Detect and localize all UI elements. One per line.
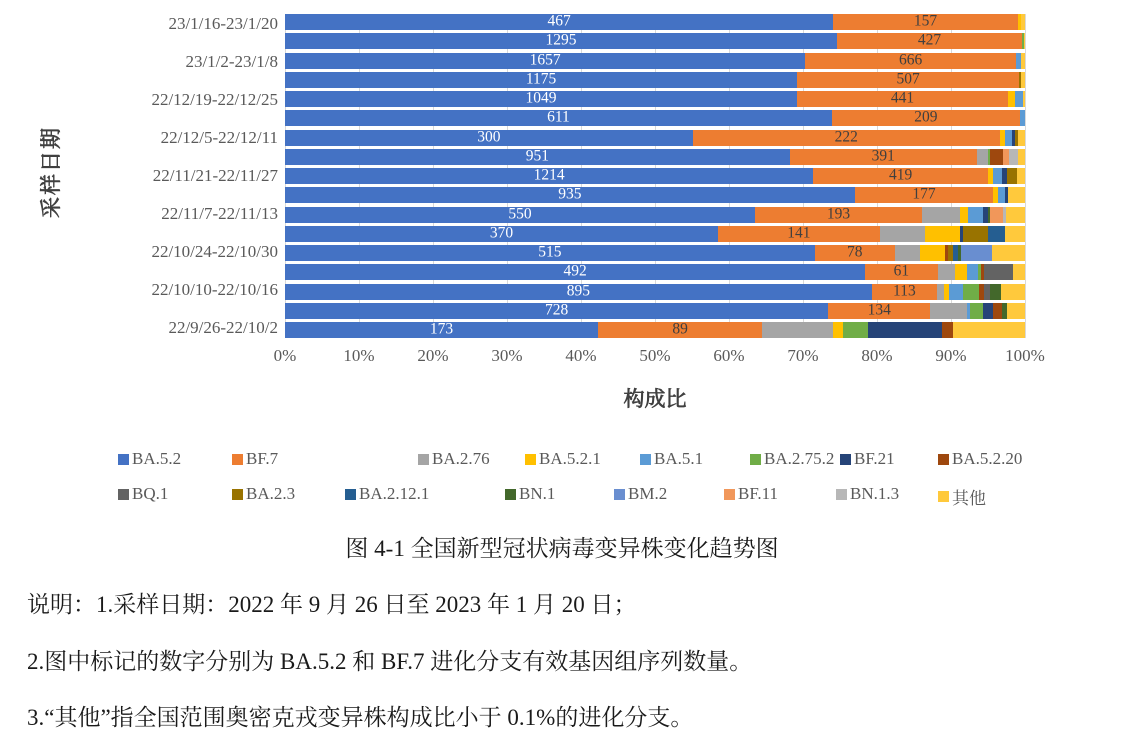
legend-label: BA.2.75.2 bbox=[764, 449, 835, 468]
y-axis-label: 22/10/10-22/10/16 bbox=[151, 280, 278, 300]
bar-segment-BA.5.2 bbox=[285, 226, 718, 242]
bar-segment-其他 bbox=[1007, 303, 1025, 319]
legend-swatch bbox=[118, 454, 129, 465]
figure-caption: 图 4-1 全国新型冠状病毒变异株变化趋势图 bbox=[345, 536, 779, 561]
y-axis-label: 22/11/7-22/11/13 bbox=[161, 204, 278, 224]
bar-segment-其他 bbox=[1021, 72, 1025, 88]
bar-segment-BF.7 bbox=[797, 91, 1008, 107]
bar-row bbox=[285, 127, 1025, 146]
bar-row bbox=[285, 14, 1025, 30]
x-axis-tick: 40% bbox=[565, 346, 597, 365]
bar-segment-BA.2.76 bbox=[977, 149, 988, 165]
bar-segment-BF.21 bbox=[983, 303, 993, 319]
x-axis-tick: 30% bbox=[491, 346, 523, 365]
y-axis-label: 22/12/19-22/12/25 bbox=[151, 89, 278, 109]
y-axis-label: 23/1/2-23/1/8 bbox=[185, 51, 278, 71]
x-axis-tick: 70% bbox=[787, 346, 819, 365]
bar-segment-其他 bbox=[953, 322, 1025, 338]
bar-segment-BA.2.75.2 bbox=[963, 284, 979, 300]
bar-value-label: 61 bbox=[893, 262, 910, 280]
legend-item-BA.2.75.2 bbox=[750, 449, 834, 469]
x-axis-tick: 60% bbox=[713, 346, 745, 365]
legend-item-BA.5.1 bbox=[640, 449, 703, 469]
bar-value-label: 728 bbox=[544, 301, 569, 319]
x-axis-tick: 90% bbox=[935, 346, 967, 365]
bar-segment-BA.5.2 bbox=[285, 110, 832, 126]
bar-segment-BA.5.2.1 bbox=[960, 207, 968, 223]
legend-label: BA.2.12.1 bbox=[359, 484, 430, 503]
bar-segment-BA.5.2 bbox=[285, 50, 805, 69]
bar-segment-BF.7 bbox=[693, 127, 1000, 146]
bar-value-label: 89 bbox=[672, 320, 688, 338]
bar-segment-BA.5.2 bbox=[285, 91, 797, 107]
bar-value-label: 492 bbox=[563, 262, 587, 280]
bar-segment-BA.5.2.1 bbox=[1008, 91, 1015, 107]
bar-segment-BA.2.76 bbox=[922, 207, 960, 223]
bar-value-label: 419 bbox=[889, 166, 913, 184]
bar-segment-BA.2.76 bbox=[937, 284, 944, 300]
bar-row bbox=[285, 91, 1025, 107]
legend-label: BN.1 bbox=[519, 484, 556, 503]
bar-segment-BA.5.2 bbox=[285, 204, 755, 223]
bar-segment-BF.7 bbox=[815, 245, 895, 261]
bar-row bbox=[285, 149, 1025, 165]
bar-segment-BA.5.2.20 bbox=[990, 149, 1003, 165]
legend-item-BF.11 bbox=[724, 484, 778, 504]
legend-swatch bbox=[840, 454, 851, 465]
bar-segment-BA.2.75.2 bbox=[970, 303, 983, 319]
bar-segment-BN.1.3 bbox=[1009, 149, 1018, 165]
bar-segment-BA.2.76 bbox=[762, 322, 833, 338]
bar-segment-BA.2.12.1 bbox=[988, 226, 1005, 242]
bar-segment-BF.7 bbox=[718, 226, 880, 242]
bar-value-label: 951 bbox=[525, 147, 549, 165]
bar-value-label: 666 bbox=[899, 50, 923, 68]
bar-row bbox=[285, 50, 1025, 69]
x-axis-tick: 80% bbox=[861, 346, 893, 365]
bar-segment-其他 bbox=[1001, 284, 1025, 300]
bar-row bbox=[285, 204, 1025, 223]
bar-row bbox=[285, 72, 1025, 88]
bar-segment-其他 bbox=[1013, 264, 1025, 280]
bar-segment-其他 bbox=[1006, 207, 1025, 223]
legend-item-BA.2.76 bbox=[418, 449, 490, 469]
legend-item-BF.21 bbox=[840, 449, 895, 469]
bar-row bbox=[285, 110, 1025, 126]
x-axis-tick: 20% bbox=[417, 346, 449, 365]
bar-segment-BA.5.2 bbox=[285, 322, 598, 338]
bar-row bbox=[285, 322, 1025, 338]
y-axis-title: 采样日期 bbox=[40, 126, 63, 218]
x-axis-tick: 0% bbox=[273, 346, 297, 365]
bar-value-label: 1175 bbox=[525, 70, 557, 88]
bar-value-label: 935 bbox=[558, 185, 582, 203]
y-axis-label: 22/9/26-22/10/2 bbox=[168, 318, 278, 338]
x-axis-tick: 50% bbox=[639, 346, 671, 365]
gridline bbox=[1025, 14, 1026, 338]
bar-row bbox=[285, 33, 1025, 49]
bar-segment-BA.5.2 bbox=[285, 33, 837, 49]
legend-swatch bbox=[232, 454, 243, 465]
note-line-3: 3.“其他”指全国范围奥密克戎变异株构成比小于 0.1%的进化分支。 bbox=[27, 705, 694, 730]
bar-row bbox=[285, 264, 1025, 280]
note-line-1: 说明：1.采样日期：2022 年 9 月 26 日至 2023 年 1 月 20 日； bbox=[27, 592, 637, 617]
legend-item-BA.2.3 bbox=[232, 484, 295, 504]
bar-stack-container bbox=[285, 14, 1025, 338]
bar-segment-BA.2.76 bbox=[895, 245, 920, 261]
bar-row bbox=[285, 303, 1025, 319]
legend-swatch bbox=[525, 454, 536, 465]
legend-label: BA.5.1 bbox=[654, 449, 704, 468]
bar-value-label: 173 bbox=[429, 320, 454, 338]
legend-item-BA.2.12.1 bbox=[345, 484, 429, 504]
legend-label: BQ.1 bbox=[132, 484, 169, 503]
legend-label: BF.11 bbox=[738, 484, 779, 503]
bar-segment-BA.5.1 bbox=[998, 187, 1005, 203]
bar-segment-BA.5.1 bbox=[1015, 91, 1023, 107]
bar-segment-BA.5.2.1 bbox=[833, 322, 843, 338]
bar-segment-BA.2.76 bbox=[930, 303, 967, 319]
bar-value-label: 157 bbox=[913, 12, 938, 30]
bar-segment-BM.2 bbox=[961, 245, 991, 261]
y-axis-label: 22/11/21-22/11/27 bbox=[152, 166, 278, 185]
bar-segment-BA.5.2 bbox=[285, 303, 828, 319]
bar-value-label: 113 bbox=[893, 281, 916, 299]
bar-segment-BA.2.76 bbox=[938, 264, 955, 280]
bar-segment-BF.7 bbox=[828, 303, 930, 319]
bar-row bbox=[285, 245, 1025, 261]
bar-segment-BA.5.2.20 bbox=[993, 303, 1002, 319]
legend-swatch bbox=[118, 489, 129, 500]
legend-item-BN.1 bbox=[505, 484, 555, 504]
bar-segment-BA.5.2 bbox=[285, 72, 797, 88]
bar-segment-BQ.1 bbox=[984, 264, 1014, 280]
bar-segment-BA.5.2.1 bbox=[955, 264, 967, 280]
bar-value-label: 515 bbox=[538, 243, 562, 261]
bar-segment-BF.7 bbox=[755, 204, 922, 223]
bar-segment-BA.5.1 bbox=[1020, 110, 1025, 126]
legend-label: BM.2 bbox=[628, 484, 668, 503]
y-axis-label: 22/12/5-22/12/11 bbox=[160, 127, 278, 147]
bar-row bbox=[285, 168, 1025, 184]
bar-value-label: 1657 bbox=[529, 50, 561, 68]
bar-segment-BF.21 bbox=[868, 322, 942, 338]
bar-segment-BA.5.1 bbox=[1005, 130, 1012, 146]
legend-swatch bbox=[640, 454, 651, 465]
legend-item-其他 bbox=[938, 484, 986, 509]
bar-segment-BA.5.2 bbox=[285, 187, 855, 203]
legend-item-BA.5.2.1 bbox=[525, 449, 601, 469]
legend-label: BN.1.3 bbox=[850, 484, 900, 503]
bar-segment-BF.7 bbox=[837, 33, 1022, 49]
legend-item-BN.1.3 bbox=[836, 484, 899, 504]
bar-segment-BA.5.2 bbox=[285, 264, 865, 280]
bar-segment-BA.5.2.1 bbox=[925, 226, 960, 242]
legend-label: BF.7 bbox=[246, 449, 279, 468]
legend-label: BA.5.2.1 bbox=[539, 449, 601, 468]
bar-value-label: 370 bbox=[489, 224, 514, 242]
bar-value-label: 391 bbox=[871, 147, 895, 165]
x-axis-tick: 10% bbox=[343, 346, 375, 365]
bar-segment-BF.7 bbox=[805, 50, 1016, 69]
legend-swatch bbox=[938, 491, 949, 502]
bar-segment-其他 bbox=[1008, 187, 1025, 203]
bar-value-label: 300 bbox=[477, 127, 501, 145]
legend-swatch bbox=[724, 489, 735, 500]
bar-segment-其他 bbox=[1005, 226, 1025, 242]
bar-segment-BF.7 bbox=[598, 322, 762, 338]
note-line-2: 2.图中标记的数字分别为 BA.5.2 和 BF.7 进化分支有效基因组序列数量。 bbox=[27, 649, 753, 674]
bar-segment-其他 bbox=[1021, 53, 1025, 69]
bar-segment-BA.5.2 bbox=[285, 168, 813, 184]
bar-segment-BF.11 bbox=[990, 207, 1003, 223]
bar-segment-BF.7 bbox=[813, 168, 988, 184]
bar-value-label: 1049 bbox=[525, 89, 557, 107]
bar-segment-BA.2.3 bbox=[963, 226, 988, 242]
bar-value-label: 78 bbox=[847, 243, 863, 261]
bar-segment-BN.1 bbox=[990, 284, 1000, 300]
legend-item-BA.5.2 bbox=[118, 449, 181, 469]
x-axis-tick: 100% bbox=[1005, 346, 1045, 365]
legend-swatch bbox=[505, 489, 516, 500]
bar-segment-BA.5.1 bbox=[968, 207, 983, 223]
bar-segment-其他 bbox=[1023, 91, 1024, 107]
legend-item-BM.2 bbox=[614, 484, 667, 504]
legend-label: BA.2.3 bbox=[246, 484, 296, 503]
bar-value-label: 441 bbox=[890, 89, 915, 107]
bar-segment-BA.5.2 bbox=[285, 149, 790, 165]
bar-segment-BA.5.2 bbox=[285, 14, 833, 30]
legend-swatch bbox=[345, 489, 356, 500]
legend-label: BA.5.2 bbox=[132, 449, 182, 468]
bar-segment-BA.5.1 bbox=[949, 284, 962, 300]
bar-segment-BF.7 bbox=[855, 187, 993, 203]
bar-value-label: 1295 bbox=[545, 31, 577, 49]
bar-segment-其他 bbox=[1021, 14, 1025, 30]
chart-plot bbox=[285, 14, 1025, 338]
legend-label: BA.2.76 bbox=[432, 449, 490, 468]
y-axis-label: 22/10/24-22/10/30 bbox=[151, 242, 278, 262]
y-axis-label: 23/1/16-23/1/20 bbox=[168, 13, 278, 33]
legend-label: BF.21 bbox=[854, 449, 895, 468]
bar-segment-其他 bbox=[1024, 33, 1025, 49]
legend-label: 其他 bbox=[952, 489, 986, 508]
bar-segment-其他 bbox=[1018, 130, 1025, 146]
bar-segment-BA.2.75.2 bbox=[843, 322, 868, 338]
legend-swatch bbox=[232, 489, 243, 500]
bar-segment-BF.7 bbox=[790, 149, 977, 165]
bar-value-label: 193 bbox=[826, 204, 851, 222]
bar-segment-BA.5.1 bbox=[967, 264, 978, 280]
bar-row bbox=[285, 281, 1025, 300]
bar-segment-BF.7 bbox=[797, 72, 1019, 88]
legend-swatch bbox=[418, 454, 429, 465]
bar-segment-BF.7 bbox=[833, 14, 1017, 30]
bar-row bbox=[285, 187, 1025, 203]
bar-value-label: 222 bbox=[834, 127, 858, 145]
legend-label: BA.5.2.20 bbox=[952, 449, 1023, 468]
bar-value-label: 1214 bbox=[533, 166, 565, 184]
legend-swatch bbox=[836, 489, 847, 500]
bar-value-label: 141 bbox=[787, 224, 811, 242]
bar-segment-其他 bbox=[1018, 149, 1025, 165]
bar-segment-BA.5.1 bbox=[993, 168, 1002, 184]
bar-value-label: 611 bbox=[547, 108, 570, 126]
legend-item-BA.5.2.20 bbox=[938, 449, 1022, 469]
bar-segment-BA.5.2 bbox=[285, 245, 815, 261]
bar-value-label: 467 bbox=[547, 12, 571, 30]
bar-segment-BA.2.76 bbox=[880, 226, 925, 242]
bar-value-label: 427 bbox=[917, 31, 942, 49]
bar-segment-BA.5.2 bbox=[285, 281, 872, 300]
legend-swatch bbox=[614, 489, 625, 500]
bar-value-label: 209 bbox=[914, 108, 938, 126]
legend-swatch bbox=[750, 454, 761, 465]
bar-segment-BF.7 bbox=[872, 281, 937, 300]
bar-value-label: 507 bbox=[896, 70, 920, 88]
bar-segment-BA.5.2.20 bbox=[942, 322, 953, 338]
legend-item-BF.7 bbox=[232, 449, 278, 469]
bar-segment-其他 bbox=[1017, 168, 1025, 184]
bar-segment-BA.2.3 bbox=[1007, 168, 1017, 184]
x-axis-title: 构成比 bbox=[623, 388, 687, 411]
bar-row bbox=[285, 226, 1025, 242]
bar-value-label: 550 bbox=[508, 204, 532, 222]
legend-item-BQ.1 bbox=[118, 484, 168, 504]
bar-segment-BF.7 bbox=[865, 264, 938, 280]
bar-segment-其他 bbox=[992, 245, 1025, 261]
bar-value-label: 177 bbox=[912, 185, 936, 203]
bar-segment-BF.7 bbox=[832, 110, 1020, 126]
bar-segment-BA.5.2 bbox=[285, 127, 693, 146]
bar-segment-BA.5.2.1 bbox=[920, 245, 945, 261]
bar-value-label: 895 bbox=[566, 281, 591, 299]
legend-swatch bbox=[938, 454, 949, 465]
bar-value-label: 134 bbox=[867, 301, 891, 319]
